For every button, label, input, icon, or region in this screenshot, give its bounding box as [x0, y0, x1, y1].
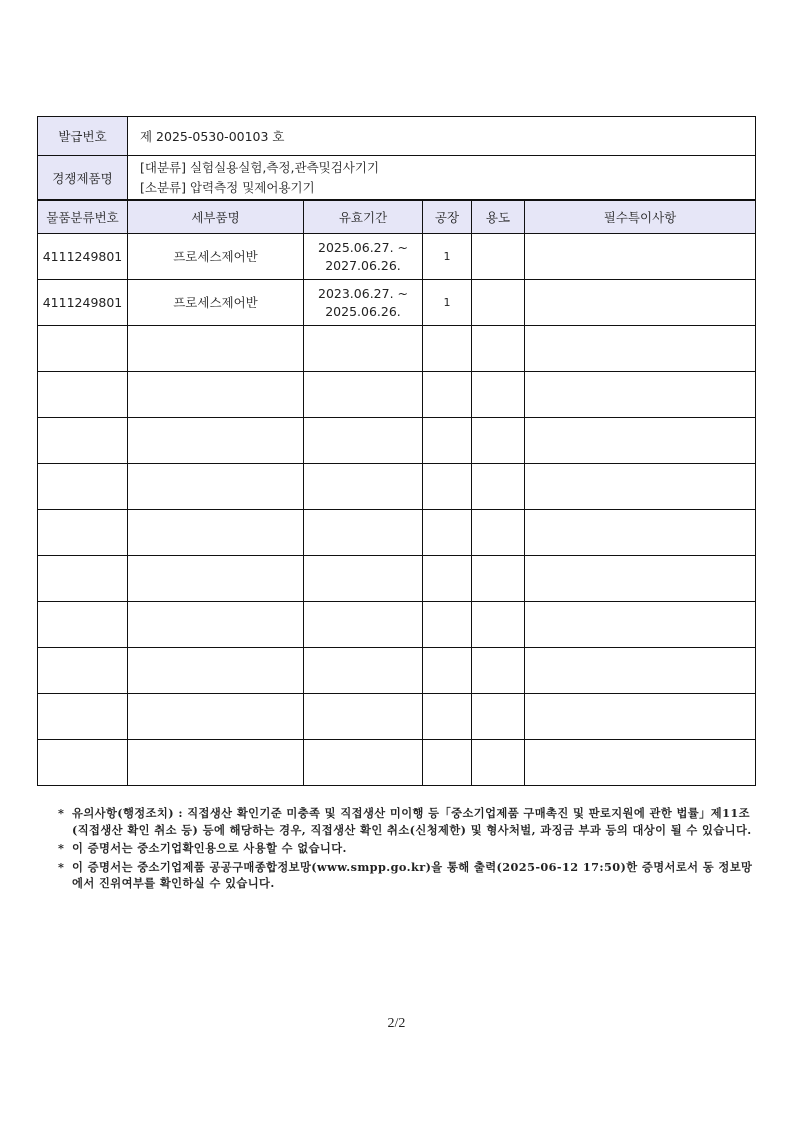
cell-item	[128, 464, 304, 510]
period-from: 2025.06.27. ~	[318, 239, 408, 255]
cell-factory	[423, 418, 472, 464]
cell-usage	[472, 740, 525, 786]
cell-factory: 1	[423, 280, 472, 326]
cell-notes	[525, 372, 756, 418]
table-row	[38, 648, 756, 694]
cell-period	[304, 510, 423, 556]
note-text: 이 증명서는 중소기업제품 공공구매종합정보망(www.smpp.go.kr)을 통해 출력(2025-06-12 17:50)한 증명서로서 동 정보망에서 진위여부를 확인하실 수 있습니다.	[72, 859, 753, 890]
issue-number-row	[38, 117, 756, 156]
cell-item	[128, 418, 304, 464]
note-text: 유의사항(행정조치) : 직접생산 확인기준 미충족 및 직접생산 미이행 등「중소기업제품 구매촉진 및 판로지원에 관한 법률」제11조(직접생산 확인 취소 등) 등에 해당하는 경우, 직접생산 확인 취소(신청제한) 및 형사처벌, 과징금 부과 등의 대상이 될 수 있습니다.	[72, 806, 752, 837]
page-number: 2/2	[387, 1016, 406, 1031]
table-row	[38, 694, 756, 740]
cell-usage	[472, 234, 525, 280]
cell-code	[38, 740, 128, 786]
cell-item	[128, 740, 304, 786]
cell-code: 4111249801	[38, 280, 128, 326]
cell-period	[304, 648, 423, 694]
cell-usage	[472, 556, 525, 602]
cell-usage	[472, 648, 525, 694]
cell-factory	[423, 602, 472, 648]
cell-usage	[472, 372, 525, 418]
table-row	[38, 740, 756, 786]
cell-notes	[525, 464, 756, 510]
cell-usage	[472, 694, 525, 740]
cell-notes	[525, 740, 756, 786]
cell-item	[128, 510, 304, 556]
cell-factory	[423, 556, 472, 602]
note-item	[58, 840, 758, 857]
cell-factory	[423, 372, 472, 418]
cell-code	[38, 418, 128, 464]
cell-notes	[525, 280, 756, 326]
period-to: 2025.06.26.	[325, 303, 401, 319]
period-to: 2027.06.26.	[325, 257, 401, 273]
cell-period	[304, 280, 423, 326]
cell-item	[128, 326, 304, 372]
cell-code	[38, 510, 128, 556]
major-category: [대분류] 실험실용실험,측정,관측및검사기기	[140, 159, 380, 175]
cell-factory	[423, 648, 472, 694]
note-item	[58, 859, 758, 892]
header-factory: 공장	[423, 200, 472, 234]
cell-code	[38, 372, 128, 418]
cell-period	[304, 234, 423, 280]
cell-code	[38, 694, 128, 740]
cell-item	[128, 372, 304, 418]
cell-notes	[525, 326, 756, 372]
cell-notes	[525, 556, 756, 602]
header-usage: 용도	[472, 200, 525, 234]
cell-code: 4111249801	[38, 234, 128, 280]
cell-factory	[423, 510, 472, 556]
cell-code	[38, 556, 128, 602]
period-from: 2023.06.27. ~	[318, 285, 408, 301]
table-row	[38, 280, 756, 326]
issue-number-label: 발급번호	[38, 117, 128, 156]
cell-item	[128, 694, 304, 740]
cell-factory	[423, 740, 472, 786]
cell-usage	[472, 510, 525, 556]
issue-number-value: 제 2025-0530-00103 호	[128, 117, 756, 156]
cell-usage	[472, 464, 525, 510]
notes-section	[58, 805, 758, 894]
table-row	[38, 464, 756, 510]
competitive-product-label: 경쟁제품명	[38, 156, 128, 201]
cell-usage	[472, 280, 525, 326]
table-header-row	[38, 200, 756, 234]
cell-notes	[525, 510, 756, 556]
competitive-product-row	[38, 156, 756, 201]
cell-code	[38, 464, 128, 510]
cell-notes	[525, 234, 756, 280]
table-row	[38, 510, 756, 556]
cell-period	[304, 602, 423, 648]
cell-usage	[472, 418, 525, 464]
cell-code	[38, 326, 128, 372]
cell-period	[304, 326, 423, 372]
cell-item	[128, 602, 304, 648]
cell-item: 프로세스제어반	[128, 280, 304, 326]
table-row	[38, 372, 756, 418]
header-notes: 필수특이사항	[525, 200, 756, 234]
cell-notes	[525, 602, 756, 648]
cell-period	[304, 740, 423, 786]
bullet-icon: *	[58, 806, 65, 820]
cell-code	[38, 648, 128, 694]
cell-notes	[525, 694, 756, 740]
bullet-icon: *	[58, 859, 65, 874]
cell-notes	[525, 418, 756, 464]
header-period: 유효기간	[304, 200, 423, 234]
cell-period	[304, 694, 423, 740]
header-item: 세부품명	[128, 200, 304, 234]
note-text: 이 증명서는 중소기업확인용으로 사용할 수 없습니다.	[72, 841, 347, 855]
cell-period	[304, 372, 423, 418]
note-item	[58, 805, 758, 838]
table-row	[38, 234, 756, 280]
cell-item: 프로세스제어반	[128, 234, 304, 280]
cell-usage	[472, 326, 525, 372]
table-row	[38, 326, 756, 372]
cell-item	[128, 648, 304, 694]
cell-period	[304, 556, 423, 602]
cell-factory	[423, 326, 472, 372]
cell-period	[304, 418, 423, 464]
cell-usage	[472, 602, 525, 648]
cell-notes	[525, 648, 756, 694]
table-body	[38, 234, 756, 786]
minor-category: [소분류] 압력측정 및제어용기기	[140, 179, 315, 195]
cell-factory: 1	[423, 234, 472, 280]
table-row	[38, 418, 756, 464]
competitive-product-value	[128, 156, 756, 201]
bullet-icon: *	[58, 841, 65, 855]
cell-period	[304, 464, 423, 510]
cell-code	[38, 602, 128, 648]
table-row	[38, 556, 756, 602]
cell-factory	[423, 464, 472, 510]
certificate-table	[37, 116, 756, 786]
cell-factory	[423, 694, 472, 740]
table-row	[38, 602, 756, 648]
header-code: 물품분류번호	[38, 200, 128, 234]
cell-item	[128, 556, 304, 602]
